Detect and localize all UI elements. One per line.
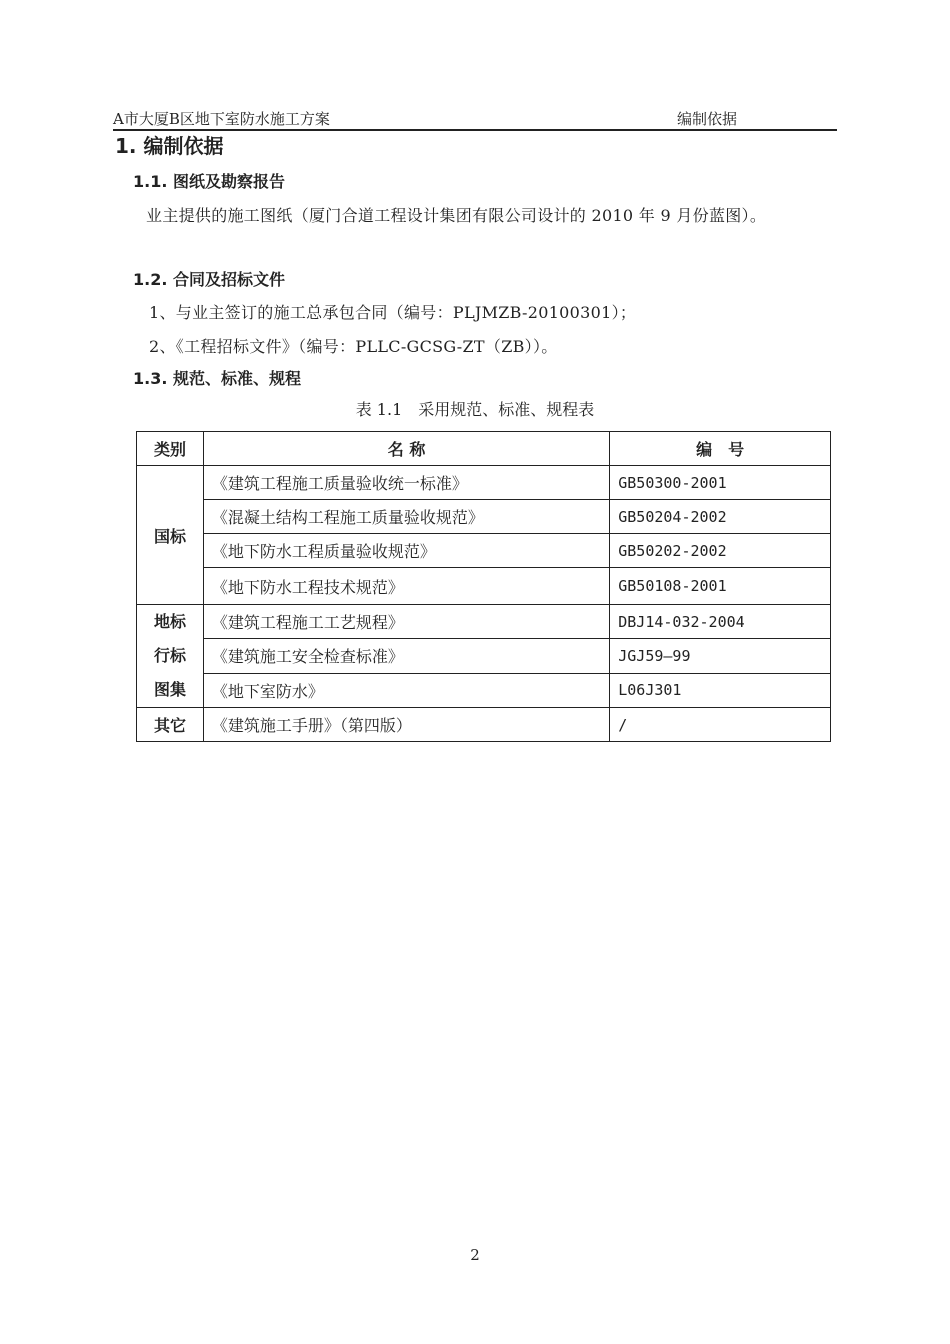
category-cell: 其它	[137, 708, 204, 742]
standard-name: 《建筑施工安全检查标准》	[203, 639, 609, 673]
standard-code: L06J301	[610, 673, 831, 707]
table-row	[137, 605, 831, 639]
table-row	[137, 534, 831, 568]
table-row	[137, 639, 831, 673]
table-caption: 表 1.1 采用规范、标准、规程表	[355, 400, 595, 419]
header-name: 名 称	[203, 432, 609, 466]
standard-name: 《混凝土结构工程施工质量验收规范》	[203, 500, 609, 534]
standard-name: 《地下室防水》	[203, 673, 609, 707]
tender-line: 2、《工程招标文件》（编号：PLLC-GCSG-ZT（ZB））。	[149, 337, 558, 356]
category-label: 地标	[153, 612, 186, 631]
page-number: 2	[470, 1246, 480, 1264]
subsection-heading-contracts: 1.2. 合同及招标文件	[133, 270, 285, 289]
contract-line: 1、与业主签订的施工总承包合同（编号：PLJMZB-20100301）；	[149, 303, 637, 322]
category-label: 图集	[153, 680, 186, 699]
standard-name: 《建筑工程施工工艺规程》	[203, 605, 609, 639]
section-heading: 1. 编制依据	[115, 134, 224, 158]
subsection-heading-drawings: 1.1. 图纸及勘察报告	[133, 172, 285, 191]
header-category: 类别	[137, 432, 204, 466]
table-row	[137, 708, 831, 742]
header-document-title: A市大厦B区地下室防水施工方案	[113, 110, 330, 128]
table-row	[137, 466, 831, 500]
standard-name: 《建筑工程施工质量验收统一标准》	[203, 466, 609, 500]
category-label: 行标	[153, 646, 186, 665]
table-header-row	[137, 432, 831, 466]
standard-code: GB50204-2002	[610, 500, 831, 534]
page-header	[113, 109, 837, 131]
standard-code: GB50202-2002	[610, 534, 831, 568]
standards-table	[136, 431, 831, 742]
standard-name: 《建筑施工手册》（第四版）	[203, 708, 609, 742]
table-row	[137, 673, 831, 707]
category-cell	[137, 605, 204, 708]
standard-code: GB50108-2001	[610, 568, 831, 605]
header-code: 编 号	[610, 432, 831, 466]
standard-code: DBJ14-032-2004	[610, 605, 831, 639]
standard-name: 《地下防水工程技术规范》	[203, 568, 609, 605]
table-row	[137, 568, 831, 605]
standard-code: GB50300-2001	[610, 466, 831, 500]
subsection-heading-standards: 1.3. 规范、标准、规程	[133, 369, 301, 388]
table-row	[137, 500, 831, 534]
category-cell: 国标	[137, 466, 204, 605]
drawings-paragraph: 业主提供的施工图纸（厦门合道工程设计集团有限公司设计的 2010 年 9 月份蓝图）。	[146, 206, 767, 225]
standard-code: /	[610, 708, 831, 742]
standard-name: 《地下防水工程质量验收规范》	[203, 534, 609, 568]
standard-code: JGJ59—99	[610, 639, 831, 673]
header-section-title: 编制依据	[677, 110, 738, 128]
